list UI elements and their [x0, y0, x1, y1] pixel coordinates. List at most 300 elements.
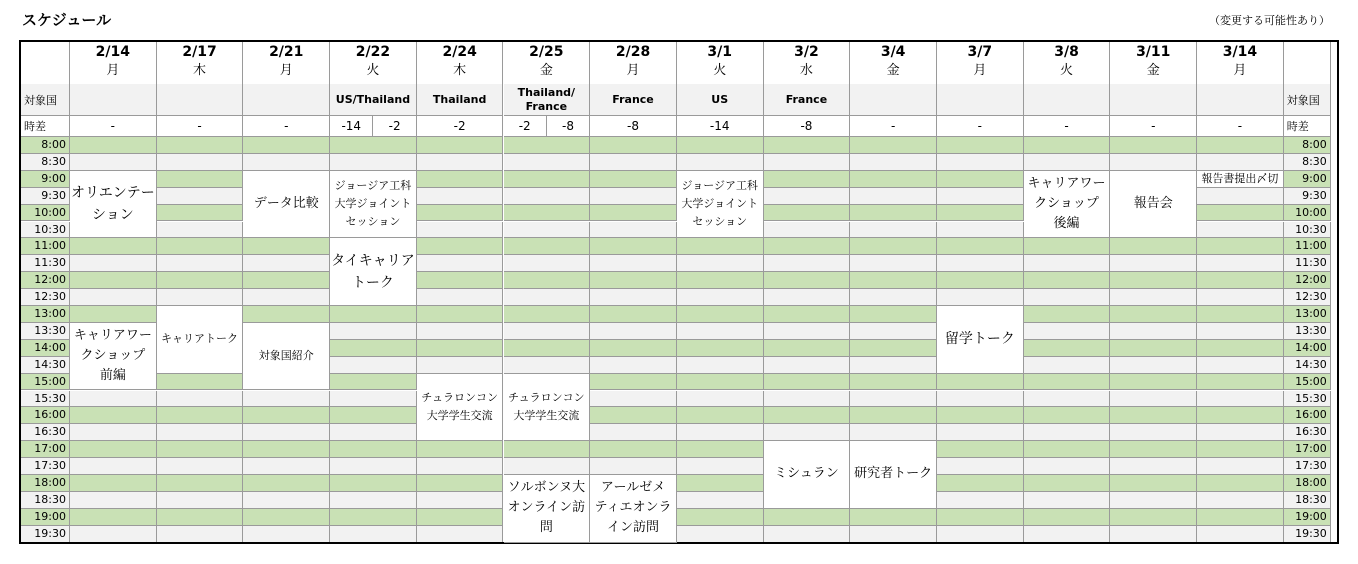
time-slot-cell — [417, 357, 504, 374]
event-line: アールゼメ — [600, 480, 666, 496]
time-slot-cell — [504, 171, 591, 188]
time-slot-cell — [937, 509, 1024, 526]
time-slot-cell — [937, 407, 1024, 424]
time-slot-cell — [850, 222, 937, 239]
time-slot-cell — [850, 205, 937, 222]
time-slot-cell — [1110, 424, 1197, 441]
day-weekday: 水 — [799, 63, 813, 78]
time-slot-cell — [590, 272, 677, 289]
time-slot-cell — [1024, 357, 1111, 374]
time-slot-cell — [157, 222, 244, 239]
time-label: 11:00 — [21, 238, 70, 255]
time-slot-cell — [1024, 441, 1111, 458]
time-slot-cell — [937, 188, 1024, 205]
time-diff-cell: - — [157, 116, 244, 137]
day-date: 2/28 — [615, 44, 651, 60]
time-slot-cell — [850, 323, 937, 340]
time-slot-cell — [850, 188, 937, 205]
day-header — [850, 42, 937, 84]
time-slot-cell — [243, 424, 330, 441]
time-label-right: 19:00 — [1284, 509, 1331, 526]
time-slot-cell — [937, 289, 1024, 306]
schedule-event[interactable] — [677, 171, 764, 239]
time-slot-cell — [764, 205, 851, 222]
time-slot-cell — [70, 272, 157, 289]
time-label: 16:00 — [21, 407, 70, 424]
time-slot-cell — [504, 289, 591, 306]
schedule-event[interactable] — [590, 475, 677, 543]
time-label: 13:30 — [21, 323, 70, 340]
event-text — [421, 389, 498, 425]
time-slot-cell — [937, 391, 1024, 408]
time-slot-cell — [243, 137, 330, 154]
time-slot-cell — [157, 475, 244, 492]
country-cell: Thailand/ France — [504, 84, 591, 116]
time-label-right: 19:30 — [1284, 526, 1331, 543]
time-slot-cell — [1024, 492, 1111, 509]
time-slot-cell — [157, 374, 244, 391]
time-slot-cell — [157, 272, 244, 289]
time-slot-cell — [1197, 357, 1284, 374]
time-slot-cell — [590, 441, 677, 458]
time-slot-cell — [764, 340, 851, 357]
day-header — [417, 42, 504, 84]
time-label-right: 18:30 — [1284, 492, 1331, 509]
time-slot-cell — [243, 509, 330, 526]
time-label-right: 11:00 — [1284, 238, 1331, 255]
time-slot-cell — [1024, 391, 1111, 408]
event-text — [945, 328, 1015, 350]
time-slot-cell — [504, 205, 591, 222]
time-slot-cell — [937, 458, 1024, 475]
time-slot-cell — [1197, 272, 1284, 289]
country-cell: US/Thailand — [330, 84, 417, 116]
day-date: 2/17 — [182, 44, 217, 60]
time-slot-cell — [1024, 340, 1111, 357]
schedule-event[interactable] — [937, 306, 1024, 374]
time-label-right: 10:30 — [1284, 222, 1331, 239]
time-slot-cell — [1110, 391, 1197, 408]
time-label-right: 13:00 — [1284, 306, 1331, 323]
time-slot-cell — [330, 407, 417, 424]
time-slot-cell — [850, 526, 937, 543]
event-text — [161, 330, 238, 348]
time-slot-cell — [850, 424, 937, 441]
time-slot-cell — [590, 255, 677, 272]
time-slot-cell — [243, 492, 330, 509]
time-slot-cell — [417, 340, 504, 357]
event-line: オンライン訪 — [507, 500, 586, 516]
time-slot-cell — [590, 306, 677, 323]
time-slot-cell — [764, 289, 851, 306]
time-slot-cell — [70, 492, 157, 509]
schedule-event[interactable] — [1197, 171, 1284, 188]
time-slot-cell — [243, 154, 330, 171]
time-slot-cell — [1197, 509, 1284, 526]
time-slot-cell — [677, 272, 764, 289]
time-slot-cell — [850, 171, 937, 188]
day-date: 3/2 — [794, 44, 819, 60]
day-weekday: 月 — [279, 63, 293, 78]
country-cell — [70, 84, 157, 116]
event-line: タイキャリア — [331, 252, 415, 269]
time-slot-cell — [243, 238, 330, 255]
schedule-event[interactable] — [70, 323, 157, 391]
time-slot-cell — [243, 255, 330, 272]
time-slot-cell — [677, 238, 764, 255]
day-weekday: 金 — [539, 63, 553, 78]
day-header — [937, 42, 1024, 84]
event-line: 後編 — [1053, 216, 1080, 232]
schedule-event[interactable] — [243, 323, 330, 391]
time-diff-cell: - — [850, 116, 937, 137]
time-slot-cell — [417, 526, 504, 543]
time-slot-cell — [157, 509, 244, 526]
time-slot-cell — [1024, 475, 1111, 492]
time-slot-cell — [330, 340, 417, 357]
time-slot-cell — [590, 458, 677, 475]
time-slot-cell — [937, 154, 1024, 171]
time-slot-cell — [1197, 492, 1284, 509]
time-slot-cell — [417, 272, 504, 289]
time-label: 17:30 — [21, 458, 70, 475]
event-line: キャリアトーク — [161, 332, 239, 346]
time-slot-cell — [1197, 289, 1284, 306]
time-slot-cell — [70, 526, 157, 543]
day-header — [330, 42, 417, 84]
time-label: 9:30 — [21, 188, 70, 205]
day-date: 2/22 — [355, 44, 391, 60]
time-slot-cell — [243, 441, 330, 458]
time-slot-cell — [937, 137, 1024, 154]
day-header — [70, 42, 157, 84]
time-label-right: 16:00 — [1284, 407, 1331, 424]
time-slot-cell — [590, 188, 677, 205]
time-slot-cell — [590, 171, 677, 188]
time-slot-cell — [504, 222, 591, 239]
time-slot-cell — [1197, 526, 1284, 543]
event-line: 大学ジョイント — [681, 197, 759, 211]
time-slot-cell — [243, 458, 330, 475]
time-slot-cell — [1110, 137, 1197, 154]
time-slot-cell — [70, 424, 157, 441]
time-label: 14:30 — [21, 357, 70, 374]
day-weekday: 火 — [1060, 63, 1074, 78]
time-slot-cell — [590, 424, 677, 441]
country-cell — [1110, 84, 1197, 116]
schedule-event[interactable] — [330, 238, 417, 306]
time-slot-cell — [70, 154, 157, 171]
time-slot-cell — [1024, 306, 1111, 323]
time-slot-cell — [417, 154, 504, 171]
time-slot-cell — [1110, 306, 1197, 323]
time-label: 19:30 — [21, 526, 70, 543]
day-weekday: 金 — [1146, 63, 1160, 78]
country-cell — [157, 84, 244, 116]
time-slot-cell — [850, 289, 937, 306]
event-line: ジョージア工科 — [681, 179, 759, 193]
time-label-right: 14:30 — [1284, 357, 1331, 374]
time-slot-cell — [504, 154, 591, 171]
time-slot-cell — [504, 137, 591, 154]
time-slot-cell — [590, 340, 677, 357]
time-slot-cell — [677, 391, 764, 408]
event-line: データ比較 — [253, 196, 319, 212]
time-slot-cell — [764, 255, 851, 272]
time-slot-cell — [590, 323, 677, 340]
time-slot-cell — [677, 424, 764, 441]
time-slot-cell — [417, 222, 504, 239]
event-line: 大学ジョイント — [334, 197, 412, 211]
time-slot-cell — [70, 441, 157, 458]
time-slot-cell — [850, 238, 937, 255]
time-slot-cell — [937, 272, 1024, 289]
time-slot-cell — [417, 238, 504, 255]
day-header — [504, 42, 591, 84]
time-slot-cell — [677, 154, 764, 171]
time-slot-cell — [850, 357, 937, 374]
time-slot-cell — [590, 238, 677, 255]
day-weekday: 月 — [626, 63, 640, 78]
time-slot-cell — [1110, 289, 1197, 306]
time-slot-cell — [590, 154, 677, 171]
time-diff-label-right: 時差 — [1284, 116, 1331, 137]
time-label-right: 8:30 — [1284, 154, 1331, 171]
event-line: キャリアワー — [73, 328, 152, 344]
time-slot-cell — [157, 526, 244, 543]
time-slot-cell — [850, 306, 937, 323]
event-text — [71, 182, 155, 226]
time-slot-cell — [937, 441, 1024, 458]
time-slot-cell — [1197, 340, 1284, 357]
time-slot-cell — [157, 492, 244, 509]
event-line: イン訪問 — [607, 520, 660, 536]
event-line: チュラロンコン — [421, 390, 498, 404]
schedule-event[interactable] — [157, 306, 244, 374]
time-slot-cell — [157, 441, 244, 458]
event-line: チュラロンコン — [508, 390, 585, 404]
time-slot-cell — [590, 289, 677, 306]
time-diff-cell: - — [1197, 116, 1284, 137]
time-slot-cell — [1197, 475, 1284, 492]
schedule-event[interactable] — [1110, 171, 1197, 239]
time-slot-cell — [937, 374, 1024, 391]
time-slot-cell — [1110, 255, 1197, 272]
time-diff-cell: -2 — [417, 116, 504, 137]
event-text — [774, 464, 839, 484]
time-slot-cell — [937, 526, 1024, 543]
time-slot-cell — [677, 289, 764, 306]
time-slot-cell — [764, 137, 851, 154]
time-slot-cell — [504, 188, 591, 205]
schedule-event[interactable] — [243, 171, 330, 239]
time-slot-cell — [677, 137, 764, 154]
time-slot-cell — [243, 407, 330, 424]
time-slot-cell — [764, 374, 851, 391]
time-diff-cell: - — [937, 116, 1024, 137]
time-label: 15:30 — [21, 391, 70, 408]
time-label: 10:00 — [21, 205, 70, 222]
time-slot-cell — [157, 171, 244, 188]
event-line: セッション — [345, 215, 401, 229]
time-slot-cell — [504, 255, 591, 272]
time-slot-cell — [330, 391, 417, 408]
day-header — [243, 42, 330, 84]
schedule-event[interactable] — [330, 171, 417, 239]
time-slot-cell — [70, 509, 157, 526]
time-slot-cell — [850, 374, 937, 391]
time-slot-cell — [1110, 492, 1197, 509]
schedule-event[interactable] — [850, 441, 937, 509]
time-slot-cell — [1197, 137, 1284, 154]
event-line: ティエオンラ — [594, 500, 672, 516]
time-slot-cell — [1024, 154, 1111, 171]
day-date: 2/21 — [269, 44, 304, 60]
time-label-right: 9:00 — [1284, 171, 1331, 188]
time-slot-cell — [330, 441, 417, 458]
country-label: 対象国 — [21, 84, 70, 116]
time-slot-cell — [417, 458, 504, 475]
time-slot-cell — [764, 509, 851, 526]
event-line: ション — [91, 207, 134, 224]
time-slot-cell — [330, 306, 417, 323]
time-slot-cell — [1110, 441, 1197, 458]
time-slot-cell — [937, 492, 1024, 509]
time-slot-cell — [677, 255, 764, 272]
time-diff-cell: -2 — [504, 116, 547, 137]
time-label-right: 11:30 — [1284, 255, 1331, 272]
time-slot-cell — [417, 492, 504, 509]
time-label: 10:30 — [21, 222, 70, 239]
time-label-right: 12:00 — [1284, 272, 1331, 289]
header-corner-right — [1284, 42, 1331, 84]
schedule-event[interactable] — [1024, 171, 1111, 239]
time-diff-cell: - — [1024, 116, 1111, 137]
time-slot-cell — [1197, 306, 1284, 323]
time-slot-cell — [70, 255, 157, 272]
time-slot-cell — [590, 222, 677, 239]
time-slot-cell — [764, 357, 851, 374]
day-date: 3/1 — [707, 44, 733, 60]
time-slot-cell — [504, 272, 591, 289]
time-diff-cell: -2 — [373, 116, 416, 137]
time-label-right: 10:00 — [1284, 205, 1331, 222]
time-slot-cell — [764, 188, 851, 205]
schedule-event[interactable] — [417, 374, 504, 442]
day-weekday: 木 — [453, 63, 467, 78]
schedule-event[interactable] — [504, 475, 591, 543]
time-slot-cell — [677, 340, 764, 357]
time-label-right: 9:30 — [1284, 188, 1331, 205]
time-slot-cell — [157, 154, 244, 171]
time-slot-cell — [330, 424, 417, 441]
time-slot-cell — [1024, 458, 1111, 475]
country-cell: US — [677, 84, 764, 116]
time-slot-cell — [850, 407, 937, 424]
time-slot-cell — [590, 407, 677, 424]
time-slot-cell — [1110, 407, 1197, 424]
time-slot-cell — [157, 255, 244, 272]
event-line: 研究者トーク — [854, 466, 933, 482]
time-diff-cell: - — [243, 116, 330, 137]
event-line: 報告会 — [1133, 196, 1173, 212]
time-slot-cell — [417, 289, 504, 306]
country-cell — [243, 84, 330, 116]
time-label: 8:00 — [21, 137, 70, 154]
day-header — [157, 42, 244, 84]
event-line: オリエンテー — [70, 185, 155, 202]
time-label: 17:00 — [21, 441, 70, 458]
time-slot-cell — [1110, 509, 1197, 526]
time-slot-cell — [1024, 289, 1111, 306]
time-slot-cell — [764, 391, 851, 408]
time-slot-cell — [70, 137, 157, 154]
time-slot-cell — [504, 306, 591, 323]
day-weekday: 金 — [886, 63, 900, 78]
time-slot-cell — [764, 238, 851, 255]
time-label: 12:00 — [21, 272, 70, 289]
time-slot-cell — [1197, 255, 1284, 272]
time-slot-cell — [1197, 424, 1284, 441]
time-slot-cell — [677, 492, 764, 509]
time-slot-cell — [1110, 475, 1197, 492]
time-slot-cell — [330, 357, 417, 374]
day-weekday: 月 — [1233, 63, 1247, 78]
time-slot-cell — [677, 458, 764, 475]
time-slot-cell — [504, 323, 591, 340]
day-date: 2/24 — [442, 44, 477, 60]
time-slot-cell — [937, 475, 1024, 492]
event-text — [254, 194, 319, 214]
time-slot-cell — [1197, 391, 1284, 408]
day-weekday: 火 — [366, 63, 380, 78]
event-line: 前編 — [99, 368, 126, 384]
time-slot-cell — [330, 374, 417, 391]
time-slot-cell — [330, 475, 417, 492]
time-label-right: 14:00 — [1284, 340, 1331, 357]
time-slot-cell — [937, 222, 1024, 239]
time-slot-cell — [764, 306, 851, 323]
time-slot-cell — [764, 424, 851, 441]
country-cell — [1197, 84, 1284, 116]
time-slot-cell — [1197, 205, 1284, 222]
time-label: 11:30 — [21, 255, 70, 272]
time-slot-cell — [157, 238, 244, 255]
time-slot-cell — [157, 289, 244, 306]
time-slot-cell — [504, 357, 591, 374]
time-label: 18:30 — [21, 492, 70, 509]
time-slot-cell — [1110, 340, 1197, 357]
event-line: クショップ — [1034, 196, 1099, 212]
time-slot-cell — [330, 137, 417, 154]
schedule-event[interactable] — [504, 374, 591, 442]
time-slot-cell — [677, 526, 764, 543]
time-label-right: 13:30 — [1284, 323, 1331, 340]
time-slot-cell — [1197, 188, 1284, 205]
schedule-event[interactable] — [70, 171, 157, 239]
event-line: 留学トーク — [944, 331, 1015, 348]
time-slot-cell — [157, 458, 244, 475]
schedule-event[interactable] — [764, 441, 851, 509]
time-slot-cell — [1024, 238, 1111, 255]
time-slot-cell — [1024, 137, 1111, 154]
time-slot-cell — [70, 407, 157, 424]
day-header — [764, 42, 851, 84]
time-slot-cell — [1110, 374, 1197, 391]
time-slot-cell — [70, 458, 157, 475]
time-label: 9:00 — [21, 171, 70, 188]
country-cell: Thailand — [417, 84, 504, 116]
